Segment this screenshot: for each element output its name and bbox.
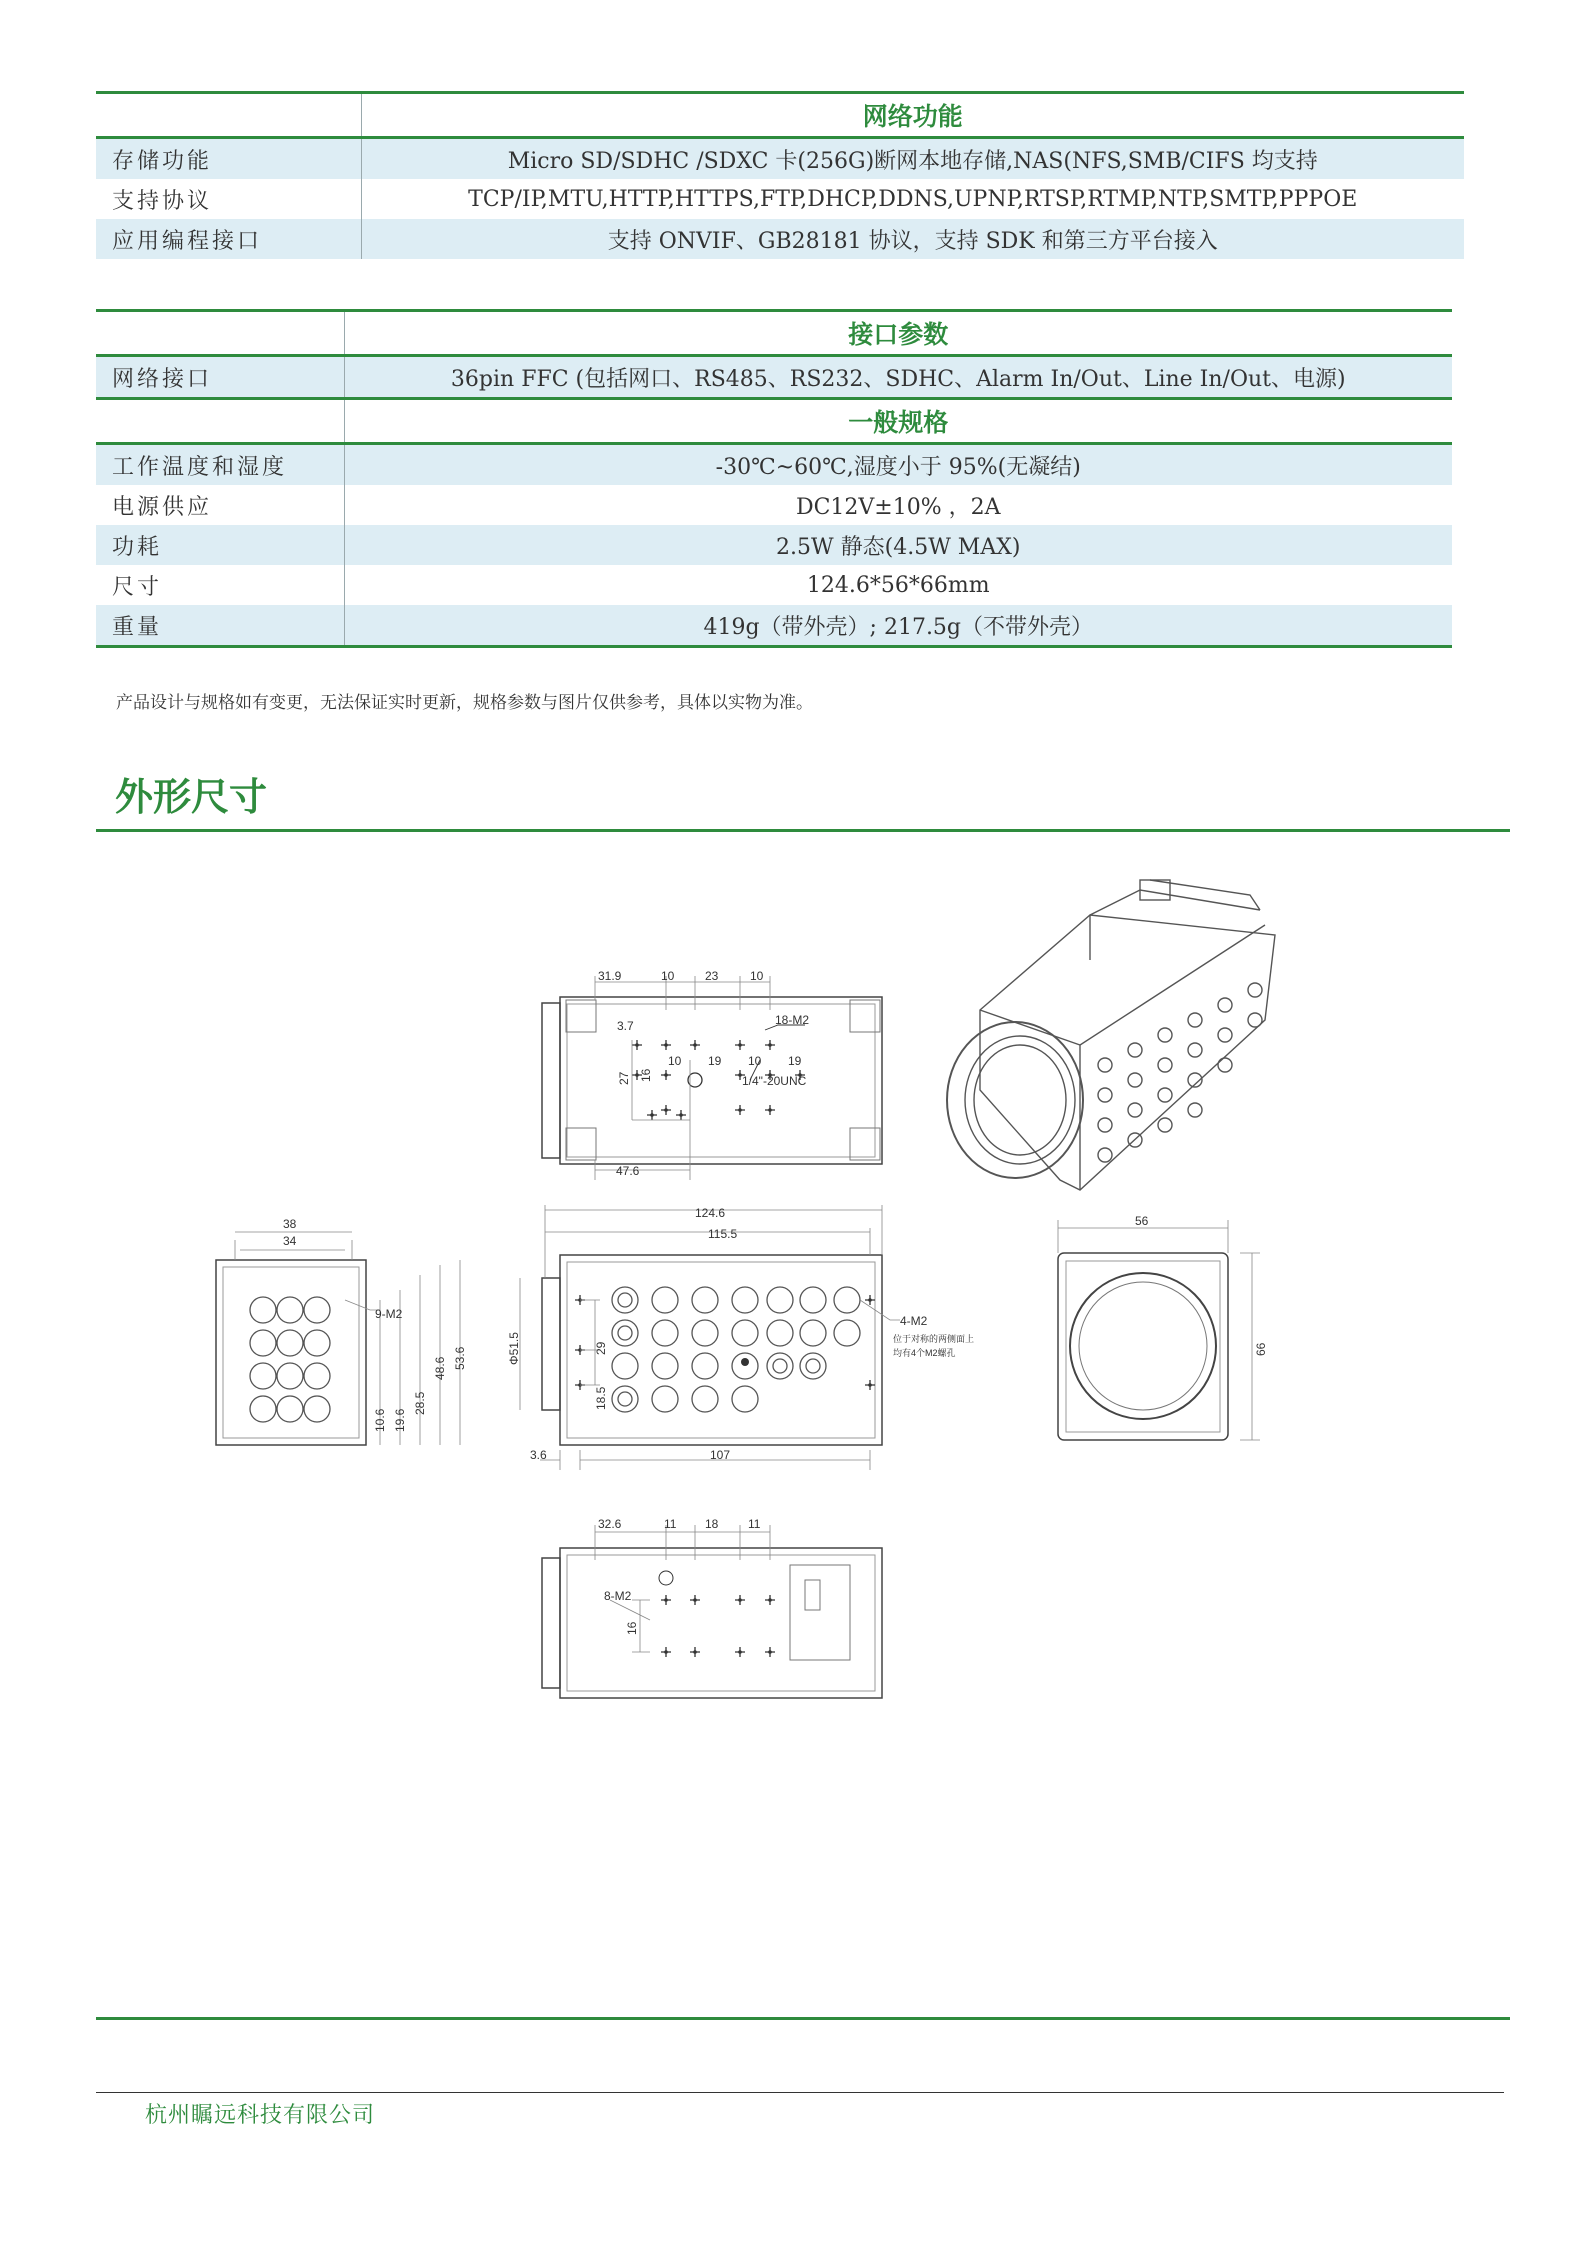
- row-value: Micro SD/SDHC /SDXC 卡(256G)断网本地存储,NAS(NFS,SMB/CIFS 均支持: [361, 138, 1464, 180]
- bottom-dim-2: 11: [664, 1517, 677, 1531]
- isometric-view-drawing: [947, 880, 1275, 1190]
- company-name: 杭州瞩远科技有限公司: [145, 2103, 376, 2128]
- side-dim-9: 3.6: [530, 1448, 547, 1462]
- end-dim-1: 38: [283, 1217, 297, 1231]
- end-view-drawing: [216, 1217, 467, 1445]
- row-value: 2.5W 静态(4.5W MAX): [344, 525, 1452, 565]
- row-value: TCP/IP,MTU,HTTP,HTTPS,FTP,DHCP,DDNS,UPNP,RTSP,RTMP,NTP,SMTP,PPPOE: [468, 186, 1358, 212]
- top-dim-6: 18-M2: [775, 1013, 810, 1027]
- row-value: DC12V±10% ，2A: [795, 494, 1001, 520]
- row-key: 电源供应: [96, 485, 344, 525]
- side-view-drawing: [507, 1205, 974, 1470]
- front-dim-2: 66: [1254, 1342, 1268, 1356]
- bottom-dim-3: 18: [705, 1517, 719, 1531]
- disclaimer-note: 产品设计与规格如有变更，无法保证实时更新，规格参数与图片仅供参考，具体以实物为准。: [116, 693, 813, 713]
- side-dim-5: 18.5: [594, 1386, 608, 1410]
- section-title: 外形尺寸: [115, 775, 268, 819]
- top-dim-7: 10: [668, 1054, 682, 1068]
- side-dim-10: 107: [710, 1448, 731, 1462]
- row-key: 尺寸: [96, 565, 344, 605]
- side-dim-3: Φ51.5: [507, 1332, 521, 1365]
- top-dim-10: 19: [788, 1054, 802, 1068]
- row-value: 419g（带外壳）; 217.5g（不带外壳）: [344, 605, 1452, 647]
- row-value: 支持 ONVIF、GB28181 协议，支持 SDK 和第三方平台接入: [361, 219, 1464, 259]
- bottom-dim-6: 16: [625, 1621, 639, 1635]
- top-dim-14: 47.6: [616, 1164, 640, 1178]
- row-value: -30℃~60℃,湿度小于 95%(无凝结): [344, 444, 1452, 486]
- end-dim-6: 28.5: [413, 1391, 427, 1415]
- side-dim-1: 124.6: [695, 1206, 726, 1220]
- row-value: 124.6*56*66mm: [806, 572, 990, 598]
- end-dim-5: 19.6: [393, 1408, 407, 1432]
- end-dim-4: 10.6: [373, 1408, 387, 1432]
- end-dim-7: 48.6: [433, 1356, 447, 1380]
- top-dim-2: 10: [661, 969, 675, 983]
- side-dim-4: 29: [594, 1341, 608, 1355]
- side-dim-6: 4-M2: [900, 1314, 928, 1328]
- row-value: 36pin FFC (包括网口、RS485、RS232、SDHC、Alarm In/Out、Line In/Out、电源): [344, 356, 1452, 399]
- footer-divider: [96, 2092, 1504, 2093]
- row-key: 网络接口: [96, 356, 344, 399]
- row-key: 支持协议: [96, 179, 361, 219]
- end-dim-2: 34: [283, 1234, 297, 1248]
- side-dim-8: 均有4个M2螺孔: [893, 1348, 956, 1358]
- row-key: 重量: [96, 605, 344, 647]
- row-key: 功耗: [96, 525, 344, 565]
- end-dim-8: 53.6: [453, 1346, 467, 1370]
- bottom-dim-5: 8-M2: [604, 1589, 632, 1603]
- row-key: 应用编程接口: [96, 219, 361, 259]
- bottom-dim-1: 32.6: [598, 1517, 622, 1531]
- interface-table-title: 接口参数: [344, 311, 1452, 356]
- network-table-title: 网络功能: [361, 93, 1464, 138]
- top-dim-12: 16: [639, 1068, 653, 1082]
- top-dim-8: 19: [708, 1054, 722, 1068]
- top-dim-3: 23: [705, 969, 719, 983]
- bottom-divider: [96, 2017, 1510, 2020]
- top-dim-11: 27: [617, 1071, 631, 1085]
- side-dim-7: 位于对称的两侧面上: [893, 1334, 975, 1344]
- top-dim-1: 31.9: [598, 969, 622, 983]
- top-dim-9: 10: [748, 1054, 762, 1068]
- bottom-dim-4: 11: [748, 1517, 761, 1531]
- top-dim-5: 3.7: [617, 1019, 634, 1033]
- top-dim-13: 1/4"-20UNC: [742, 1074, 807, 1088]
- end-dim-3: 9-M2: [375, 1307, 403, 1321]
- hole-pattern: [1098, 983, 1262, 1162]
- general-table-title: 一般规格: [344, 399, 1452, 444]
- row-key: 工作温度和湿度: [96, 444, 344, 486]
- front-dim-1: 56: [1135, 1214, 1149, 1228]
- bottom-view-drawing: [542, 1517, 882, 1698]
- top-view-drawing: [542, 969, 882, 1180]
- side-dim-2: 115.5: [708, 1227, 738, 1241]
- top-dim-4: 10: [750, 969, 764, 983]
- front-view-drawing: [1058, 1214, 1268, 1440]
- row-key: 存储功能: [96, 138, 361, 180]
